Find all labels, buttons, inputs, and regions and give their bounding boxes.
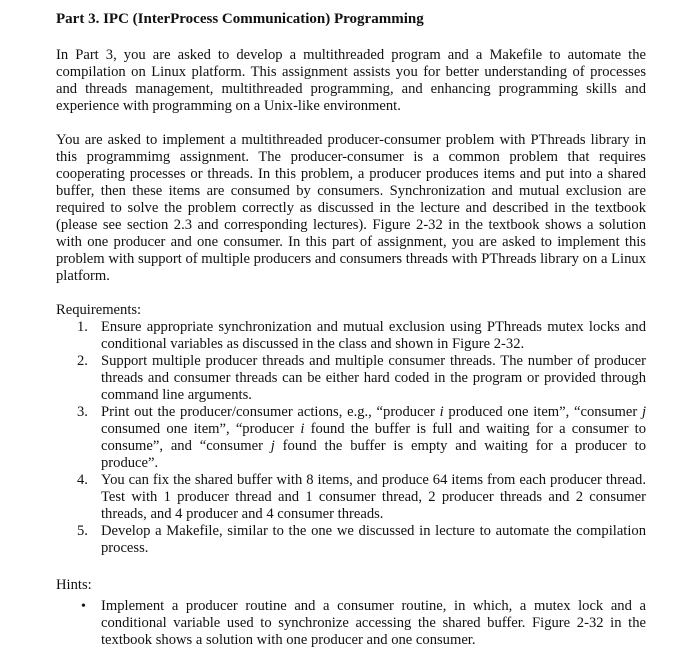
requirement-item — [77, 353, 646, 404]
requirement-text: Print out the producer/consumer actions, e.g., “producer i produced one item”, “consumer j consumed one item”, “producer i found the buffer is full and waiting for a consumer to consume”, and “consumer j found the buffer is empty and waiting for a producer to produce”. — [101, 404, 646, 471]
intro-paragraph: In Part 3, you are asked to develop a multithreaded program and a Makefile to automate the compilation on Linux platform. This assignment assists you for better understanding of processes and threads management, multithreaded programming, and enhancing programming skills and experience with programming on a Unix-like environment. — [56, 47, 646, 114]
requirement-item — [77, 404, 646, 472]
problem-paragraph: You are asked to implement a multithreaded producer-consumer problem with PThreads library in this programmimg assignment. The producer-consumer is a common problem that requires cooperating processes or threads. In this problem, a producer produces items and put into a shared buffer, then these items are consumed by consumers. Synchronization and mutual exclusion are required to solve the problem correctly as discussed in the lecture and described in the textbook (please see section 2.3 and corresponding lectures). Figure 2-32 in the textbook shows a solution with one producer and one consumer. In this part of assignment, you are asked to implement this problem with support of multiple producers and consumers threads with PThreads library on a Linux platform. — [56, 132, 646, 284]
requirement-item — [77, 472, 646, 523]
list-number: 3. — [77, 404, 88, 420]
page-title: Part 3. IPC (InterProcess Communication) Programming — [56, 11, 424, 27]
requirements-heading: Requirements: — [56, 302, 142, 318]
hints-heading: Hints: — [56, 577, 92, 593]
list-number: 4. — [77, 472, 88, 488]
requirements-list — [56, 319, 646, 557]
hint-item — [81, 598, 646, 649]
hints-list — [56, 598, 646, 649]
list-number: 1. — [77, 319, 88, 335]
list-number: 5. — [77, 523, 88, 539]
requirement-text: Ensure appropriate synchronization and mutual exclusion using PThreads mutex locks and conditional variables as discussed in the class and shown in Figure 2-32. — [101, 319, 646, 352]
bullet-icon: • — [81, 599, 86, 614]
requirement-text: Support multiple producer threads and multiple consumer threads. The number of producer threads and consumer threads can be either hard coded in the program or provided through command line arguments. — [101, 353, 646, 403]
requirement-item — [77, 319, 646, 353]
requirement-text: Develop a Makefile, similar to the one we discussed in lecture to automate the compilation process. — [101, 523, 646, 556]
requirement-text: You can fix the shared buffer with 8 items, and produce 64 items from each producer thread. Test with 1 producer thread and 1 consumer thread, 2 producer threads and 2 consumer threads, and 4 producer and 4 consumer threads. — [101, 472, 646, 522]
list-number: 2. — [77, 353, 88, 369]
requirement-item — [77, 523, 646, 557]
hint-text: Implement a producer routine and a consumer routine, in which, a mutex lock and a conditional variable used to synchronize accessing the shared buffer. Figure 2-32 in the textbook shows a solution with one producer and one consumer. — [101, 598, 646, 648]
document-page — [56, 10, 646, 649]
